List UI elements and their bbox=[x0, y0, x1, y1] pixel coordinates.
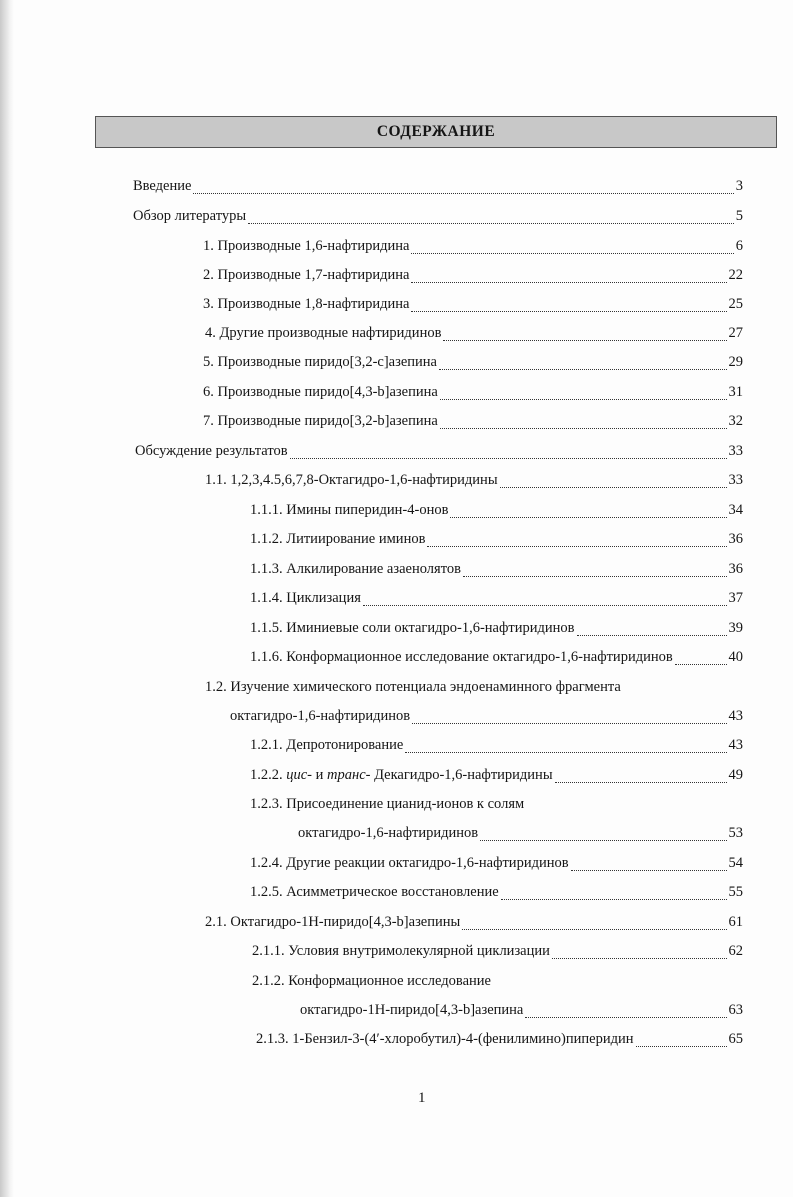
toc-entry-page: 36 bbox=[728, 561, 743, 577]
toc-entry-s2-1-2[interactable] bbox=[300, 1002, 743, 1024]
toc-entry-page: 53 bbox=[728, 825, 743, 841]
dot-leader bbox=[552, 957, 727, 959]
toc-entry-s1-2[interactable] bbox=[230, 708, 743, 730]
dot-leader bbox=[411, 252, 733, 254]
toc-entry-s1-1-6[interactable] bbox=[250, 649, 743, 671]
toc-entry-label: 1.2.4. Другие реакции октагидро-1,6-нафтиридинов bbox=[250, 855, 569, 871]
toc-entry-page: 34 bbox=[728, 502, 743, 518]
dot-leader bbox=[525, 1016, 726, 1018]
toc-entry-page: 43 bbox=[728, 737, 743, 753]
dot-leader bbox=[427, 545, 726, 547]
toc-entry-label: 1.1.3. Алкилирование азаенолятов bbox=[250, 561, 461, 577]
toc-entry-label: 1.2.1. Депротонирование bbox=[250, 737, 404, 753]
toc-entry-label: 2.1. Октагидро-1Н-пиридо[4,3-b]азепины bbox=[205, 914, 461, 930]
dot-leader bbox=[443, 339, 726, 341]
toc-entry-label: 1.1.1. Имины пиперидин-4-онов bbox=[250, 502, 449, 518]
toc-entry-page: 3 bbox=[735, 178, 743, 194]
label-and: и bbox=[312, 767, 328, 783]
dot-leader bbox=[440, 427, 727, 429]
toc-entry-page: 33 bbox=[728, 443, 743, 459]
contents-heading-box bbox=[95, 116, 777, 148]
toc-entry-s2-1-2-line1[interactable]: 2.1.2. Конформационное исследование bbox=[252, 973, 491, 989]
dot-leader bbox=[501, 898, 727, 900]
toc-entry-label: 1.1.5. Иминиевые соли октагидро-1,6-нафтиридинов bbox=[250, 620, 575, 636]
dot-leader bbox=[636, 1045, 727, 1047]
toc-entry-r2[interactable] bbox=[203, 267, 743, 289]
toc-entry-s2-1[interactable] bbox=[205, 914, 743, 936]
toc-entry-page: 31 bbox=[728, 384, 743, 400]
toc-entry-r3[interactable] bbox=[203, 296, 743, 318]
toc-entry-page: 36 bbox=[728, 531, 743, 547]
toc-entry-s1-2-2[interactable] bbox=[250, 767, 743, 789]
toc-entry-label: 2. Производные 1,7-нафтиридина bbox=[203, 267, 410, 283]
toc-entry-label: 2.1.1. Условия внутримолекулярной циклизации bbox=[252, 943, 550, 959]
toc-entry-r1[interactable] bbox=[203, 238, 743, 260]
toc-entry-s1-1-1[interactable] bbox=[250, 502, 743, 524]
toc-entry-label: 1.1. 1,2,3,4.5,6,7,8-Октагидро-1,6-нафтиридины bbox=[205, 472, 498, 488]
contents-heading: СОДЕРЖАНИЕ bbox=[376, 123, 496, 140]
toc-entry-label: 5. Производные пиридо[3,2-c]азепина bbox=[203, 354, 437, 370]
dot-leader bbox=[411, 281, 726, 283]
toc-entry-page: 62 bbox=[728, 943, 743, 959]
toc-entry-s1-1-4[interactable] bbox=[250, 590, 743, 612]
toc-entry-label: октагидро-1,6-нафтиридинов bbox=[298, 825, 479, 841]
toc-entry-page: 43 bbox=[728, 708, 743, 724]
toc-entry-page: 33 bbox=[728, 472, 743, 488]
toc-entry-label: 1.1.6. Конформационное исследование октагидро-1,6-нафтиридинов bbox=[250, 649, 673, 665]
dot-leader bbox=[675, 663, 727, 665]
toc-entry-page: 5 bbox=[735, 208, 743, 224]
dot-leader bbox=[463, 575, 727, 577]
toc-entry-s1-2-line1[interactable]: 1.2. Изучение химического потенциала эндоенаминного фрагмента bbox=[205, 679, 621, 695]
toc-entry-s1-2-4[interactable] bbox=[250, 855, 743, 877]
page-edge-shadow bbox=[0, 0, 14, 1197]
toc-entry-page: 22 bbox=[728, 267, 743, 283]
toc-entry-page: 25 bbox=[728, 296, 743, 312]
toc-entry-s1-1-2[interactable] bbox=[250, 531, 743, 553]
toc-entry-s1-2-3[interactable] bbox=[298, 825, 743, 847]
toc-entry-label: 1.2.5. Асимметрическое восстановление bbox=[250, 884, 499, 900]
toc-entry-r7[interactable] bbox=[203, 413, 743, 435]
dot-leader bbox=[363, 604, 727, 606]
toc-entry-label: Обсуждение результатов bbox=[135, 443, 288, 459]
dot-leader bbox=[411, 310, 726, 312]
dot-leader bbox=[480, 839, 726, 841]
toc-entry-label: 3. Производные 1,8-нафтиридина bbox=[203, 296, 410, 312]
toc-entry-label: 2.1.3. 1-Бензил-3-(4′-хлоробутил)-4-(фенилимино)пиперидин bbox=[256, 1031, 634, 1047]
toc-entry-page: 32 bbox=[728, 413, 743, 429]
dot-leader bbox=[412, 722, 726, 724]
toc-entry-label: Обзор литературы bbox=[133, 208, 247, 224]
toc-entry-label: Введение bbox=[133, 178, 192, 194]
toc-entry-page: 29 bbox=[728, 354, 743, 370]
toc-entry-page: 63 bbox=[728, 1002, 743, 1018]
toc-entry-label: октагидро-1,6-нафтиридинов bbox=[230, 708, 411, 724]
toc-entry-page: 55 bbox=[728, 884, 743, 900]
dot-leader bbox=[462, 928, 726, 930]
toc-entry-s2-1-3[interactable] bbox=[256, 1031, 743, 1053]
toc-entry-r6[interactable] bbox=[203, 384, 743, 406]
toc-entry-label: октагидро-1Н-пиридо[4,3-b]азепина bbox=[300, 1002, 524, 1018]
toc-entry-page: 61 bbox=[728, 914, 743, 930]
page-number: 1 bbox=[418, 1090, 426, 1106]
toc-entry-s1-2-3-line1[interactable]: 1.2.3. Присоединение цианид-ионов к солям bbox=[250, 796, 525, 812]
toc-entry-r4[interactable] bbox=[205, 325, 743, 347]
toc-entry-page: 54 bbox=[728, 855, 743, 871]
dot-leader bbox=[439, 368, 727, 370]
label-cis: цис- bbox=[286, 767, 313, 783]
toc-entry-s1-1-3[interactable] bbox=[250, 561, 743, 583]
dot-leader bbox=[440, 398, 727, 400]
toc-entry-intro[interactable] bbox=[133, 178, 743, 200]
toc-entry-s2-1-1[interactable] bbox=[252, 943, 743, 965]
toc-entry-discussion[interactable] bbox=[135, 443, 743, 465]
toc-entry-label: 6. Производные пиридо[4,3-b]азепина bbox=[203, 384, 438, 400]
label-trans: транс- bbox=[327, 767, 371, 783]
toc-entry-page: 39 bbox=[728, 620, 743, 636]
toc-entry-s1-2-5[interactable] bbox=[250, 884, 743, 906]
toc-entry-s1-2-1[interactable] bbox=[250, 737, 743, 759]
toc-entry-page: 6 bbox=[735, 238, 743, 254]
dot-leader bbox=[577, 634, 727, 636]
toc-entry-page: 40 bbox=[728, 649, 743, 665]
toc-entry-page: 27 bbox=[728, 325, 743, 341]
toc-entry-label: 1.1.4. Циклизация bbox=[250, 590, 361, 606]
dot-leader bbox=[193, 192, 733, 194]
toc-entry-label: 1.1.2. Литиирование иминов bbox=[250, 531, 426, 547]
toc-entry-s1-1-5[interactable] bbox=[250, 620, 743, 642]
toc-entry-label bbox=[250, 767, 553, 784]
toc-entry-label: 1. Производные 1,6-нафтиридина bbox=[203, 238, 410, 254]
toc-entry-review[interactable] bbox=[133, 208, 743, 230]
toc-entry-page: 65 bbox=[728, 1031, 743, 1047]
toc-entry-r5[interactable] bbox=[203, 354, 743, 376]
label-suffix: Декагидро-1,6-нафтиридины bbox=[370, 767, 553, 783]
dot-leader bbox=[571, 869, 727, 871]
dot-leader bbox=[450, 516, 726, 518]
dot-leader bbox=[555, 781, 727, 783]
dot-leader bbox=[405, 751, 726, 753]
dot-leader bbox=[248, 222, 734, 224]
label-prefix: 1.2.2. bbox=[250, 767, 287, 783]
dot-leader bbox=[500, 486, 727, 488]
toc-entry-s1-1[interactable] bbox=[205, 472, 743, 494]
dot-leader bbox=[290, 457, 727, 459]
toc-entry-label: 7. Производные пиридо[3,2-b]азепина bbox=[203, 413, 438, 429]
toc-entry-label: 4. Другие производные нафтиридинов bbox=[205, 325, 442, 341]
toc-entry-page: 37 bbox=[728, 590, 743, 606]
toc-entry-page: 49 bbox=[728, 767, 743, 783]
